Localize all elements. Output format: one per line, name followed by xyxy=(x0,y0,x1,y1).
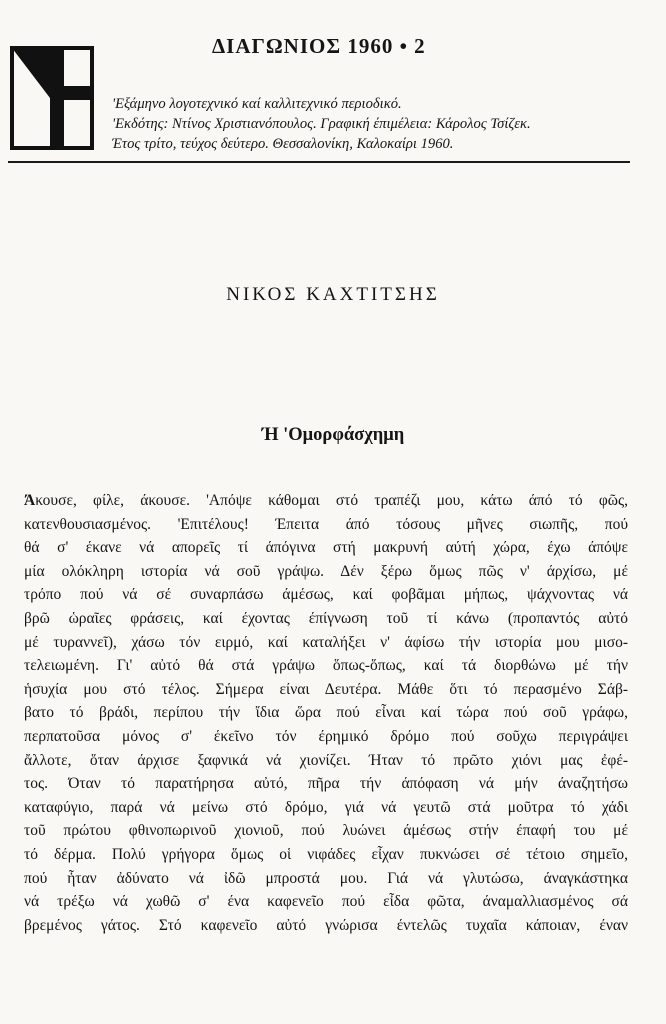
text-line: βρεμένος γάτος. Στό καφενεῖο αὐτό γνώρισα έντελῶς τυχαῖα κάποιαν, έναν xyxy=(24,916,628,934)
text-line: Άκουσε, φίλε, άκουσε. 'Απόψε κάθομαι στό τραπέζι μου, κάτω άπό τό φῶς, xyxy=(24,492,628,509)
text-line: νά τρέξω νά χωθῶ σ' ένα καφενεῖο πού εἶδα φῶτα, άναμαλλιασμένος σά xyxy=(24,893,628,911)
info-line: Έτος τρίτο, τεύχος δεύτερο. Θεσσαλονίκη, Καλοκαίρι 1960. xyxy=(112,136,454,152)
text-line: θά σ' έκανε νά απορεῖς τί άπόγινα στή μακρυνή αύτή χώρα, έχω άπόψε xyxy=(24,539,628,557)
journal-title: ΔΙΑΓΩΝΙΟΣ 1960 • 2 xyxy=(212,34,426,58)
text-line: ἡσυχία μου στό τέλος. Σήμερα είναι Δευτέρα. Μάθε ὅτι τό περασμένο Σάβ- xyxy=(24,680,628,698)
story-title: Ή 'Ομορφάσχημη xyxy=(261,425,405,445)
info-line: 'Εξάμηνο λογοτεχνικό καί καλλιτεχνικό περιοδικό. xyxy=(112,96,402,112)
text-line: τος. Όταν τό παρατήρησα αὐτό, πῆρα τήν άπόφαση νά μήν άναζητήσω xyxy=(24,775,628,793)
text-line: τό δέρμα. Πολύ γρήγορα ὅμως οἱ νιφάδες εἶχαν πυκνώσει σέ τέτοιο σημεῖο, xyxy=(24,845,628,863)
text-line: μέ τυραννεῖ), χάσω τόν ειρμό, καί καταλήξει ν' άφίσω τήν ιστορία μου μισο- xyxy=(24,633,628,651)
text-line: τελειωμένη. Γι' αὐτό θά στά γράψω ὅπως-ὅπως, καί τά διορθώνω μέ τήν xyxy=(24,657,628,675)
journal-logo xyxy=(10,46,94,150)
text-line: κατενθουσιασμένος. 'Επιτέλους! Έπειτα άπό τόσους μῆνες σιωπῆς, πού xyxy=(24,515,628,533)
author-name: ΝΙΚΟΣ ΚΑΧΤΙΤΣΗΣ xyxy=(226,284,440,305)
text-line: ἄλλοτε, ὅταν άρχισε ξαφνικά νά χιονίζει. Ήταν τό πρῶτο χιόνι μας ἐφέ- xyxy=(24,751,628,769)
header-divider xyxy=(8,161,630,163)
text-line: τοῦ πρώτου φθινοπωρινοῦ χιονιοῦ, πού λυώνει άμέσως στήν έπαφή του μέ xyxy=(24,822,628,840)
text-line: μία ολόκληρη ιστορία νά σοῦ γράψω. Δέν ξέρω ὅμως πῶς ν' άρχίσω, μέ xyxy=(24,562,628,580)
info-line: 'Εκδότης: Ντίνος Χριστιανόπουλος. Γραφική έπιμέλεια: Κάρολος Τσίζεκ. xyxy=(112,116,531,132)
text-line: τρόπο πού νά σέ συναρπάσω άμέσως, καί φοβᾶμαι μήπως, ψάχνοντας νά xyxy=(24,586,628,604)
journal-info xyxy=(112,94,531,154)
text-line: βατο τό βράδι, περίπου τήν ἴδια ὥρα πού εἶναι καί τώρα πού σοῦ γράφω, xyxy=(24,704,628,722)
text-line: βρῶ ὡραῖες φράσεις, καί έχοντας έπίγνωση τοῦ τί κάνω (προπαντός αὐτό xyxy=(24,609,628,627)
text-line: περπατοῦσα μόνος σ' έκεῖνο τόν έρημικό δρόμο πού σοῦχω περιγράψει xyxy=(24,727,628,745)
body-text xyxy=(24,489,628,937)
text-line: πού ἦταν ἀδύνατο νά ἰδῶ μπροστά μου. Γιά νά γλυτώσω, άναγκάστηκα xyxy=(24,869,628,887)
text-line: καταφύγιο, παρά νά μείνω στό δρόμο, γιά νά γευτῶ στά μοῦτρα τό χάδι xyxy=(24,798,628,816)
